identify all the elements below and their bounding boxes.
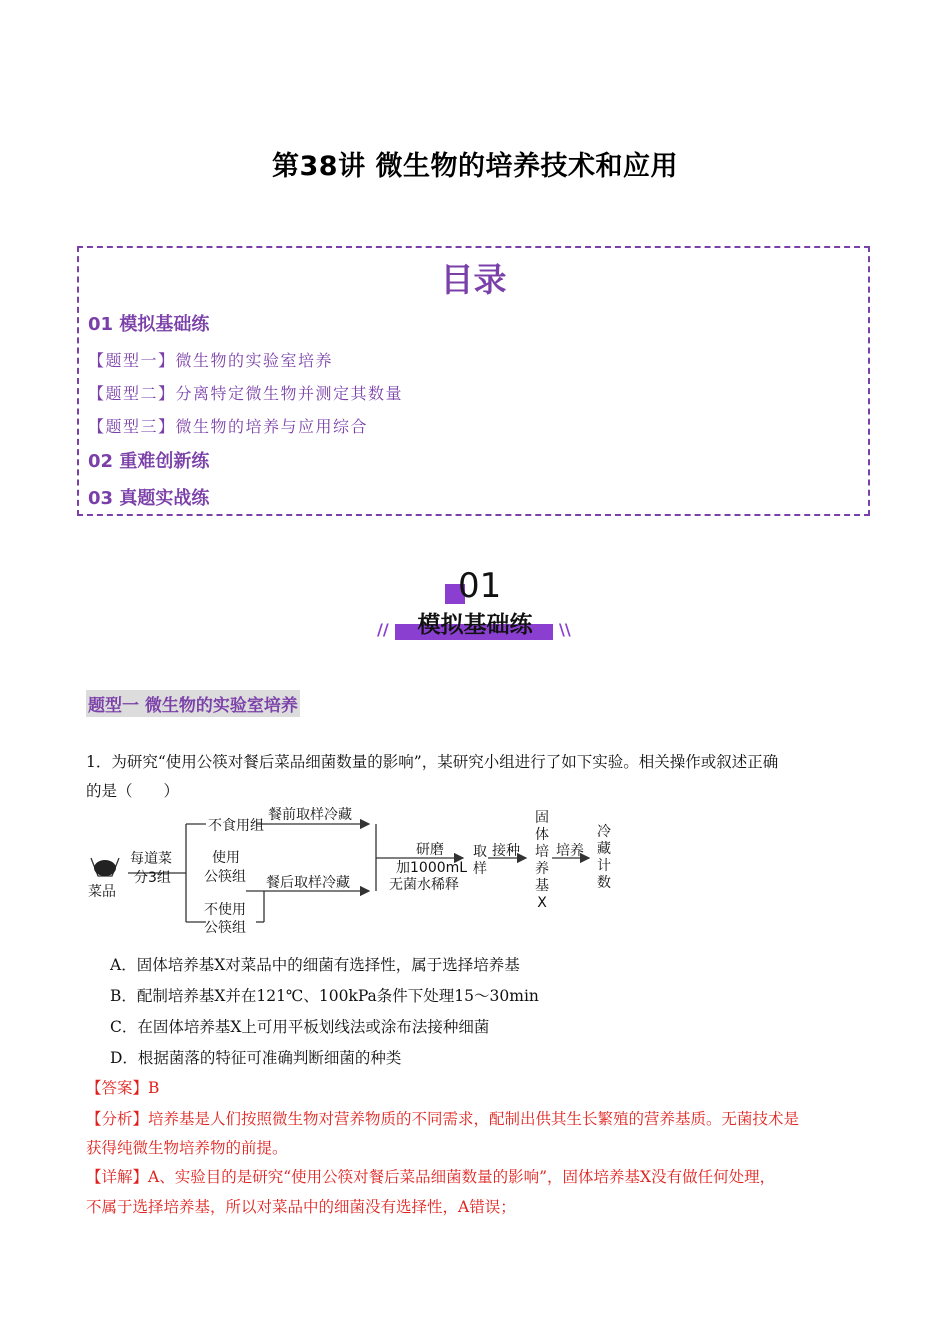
question-stem-line-2: 的是（ ） [86,782,180,800]
label-culture: 培养 [556,843,584,859]
label-dilute-1: 加1000mL [396,860,468,876]
option-a: A．固体培养基X对菜品中的细菌有选择性，属于选择培养基 [110,956,520,974]
banner-number: 01 [458,566,502,606]
banner-title: 模拟基础练 [417,612,533,638]
toc-item-type-3[interactable]: 【题型三】微生物的培养与应用综合 [88,417,369,436]
toc-section-3[interactable]: 03 真题实战练 [88,488,210,509]
question-stem-line-1: 1．为研究“使用公筷对餐后菜品细菌数量的影响”，某研究小组进行了如下实验。相关操作或叙述正确 [86,753,779,771]
group-no-eat: 不食用组 [208,818,264,834]
label-solid-medium-x: 固体培养基X [535,810,549,911]
type-heading: 题型一 微生物的实验室培养 [86,690,300,717]
analysis-line-2: 获得纯微生物培养物的前提。 [86,1139,288,1157]
toc-section-1[interactable]: 01 模拟基础练 [88,314,210,335]
option-d: D．根据菌落的特征可准确判断细菌的种类 [110,1049,402,1067]
answer-key: 【答案】B [86,1079,160,1097]
option-c: C．在固体培养基X上可用平板划线法或涂布法接种细菌 [110,1018,490,1036]
option-b: B．配制培养基X并在121℃、100kPa条件下处理15～30min [110,987,539,1005]
group-no-public-2: 公筷组 [204,920,246,936]
dish-label: 菜品 [88,884,116,900]
label-after-meal: 餐后取样冷藏 [266,875,350,891]
toc-heading: 目录 [440,260,507,299]
detail-line-1: 【详解】A、实验目的是研究“使用公筷对餐后菜品细菌数量的影响”，固体培养基X没有做任何处理， [86,1168,776,1186]
banner-right-slash: \\ [559,620,571,639]
split-label-2: 分3组 [134,870,171,886]
group-public-chopsticks-1: 使用 [212,850,240,866]
page-title: 第38讲 微生物的培养技术和应用 [272,151,678,182]
toc-item-type-2[interactable]: 【题型二】分离特定微生物并测定其数量 [88,384,404,403]
table-of-contents [77,246,870,516]
group-no-public-1: 不使用 [204,902,246,918]
group-public-chopsticks-2: 公筷组 [204,869,246,885]
toc-section-2[interactable]: 02 重难创新练 [88,451,210,472]
label-inoculate: 接种 [492,843,520,859]
label-sample: 取样 [473,844,487,877]
experiment-flow-diagram [86,806,626,942]
toc-item-type-1[interactable]: 【题型一】微生物的实验室培养 [88,351,334,370]
label-before-meal: 餐前取样冷藏 [268,807,352,823]
section-banner [375,566,575,646]
label-dilute-2: 无菌水稀释 [389,877,459,893]
food-dish-icon [94,860,116,876]
detail-line-2: 不属于选择培养基，所以对菜品中的细菌没有选择性，A错误； [86,1198,516,1216]
label-grind: 研磨 [416,842,444,858]
banner-left-slash: // [377,620,389,639]
label-cold-count: 冷藏计数 [597,824,611,891]
analysis-line-1: 【分析】培养基是人们按照微生物对营养物质的不同需求，配制出供其生长繁殖的营养基质。无菌技术是 [86,1110,800,1128]
split-label-1: 每道菜 [130,851,172,867]
